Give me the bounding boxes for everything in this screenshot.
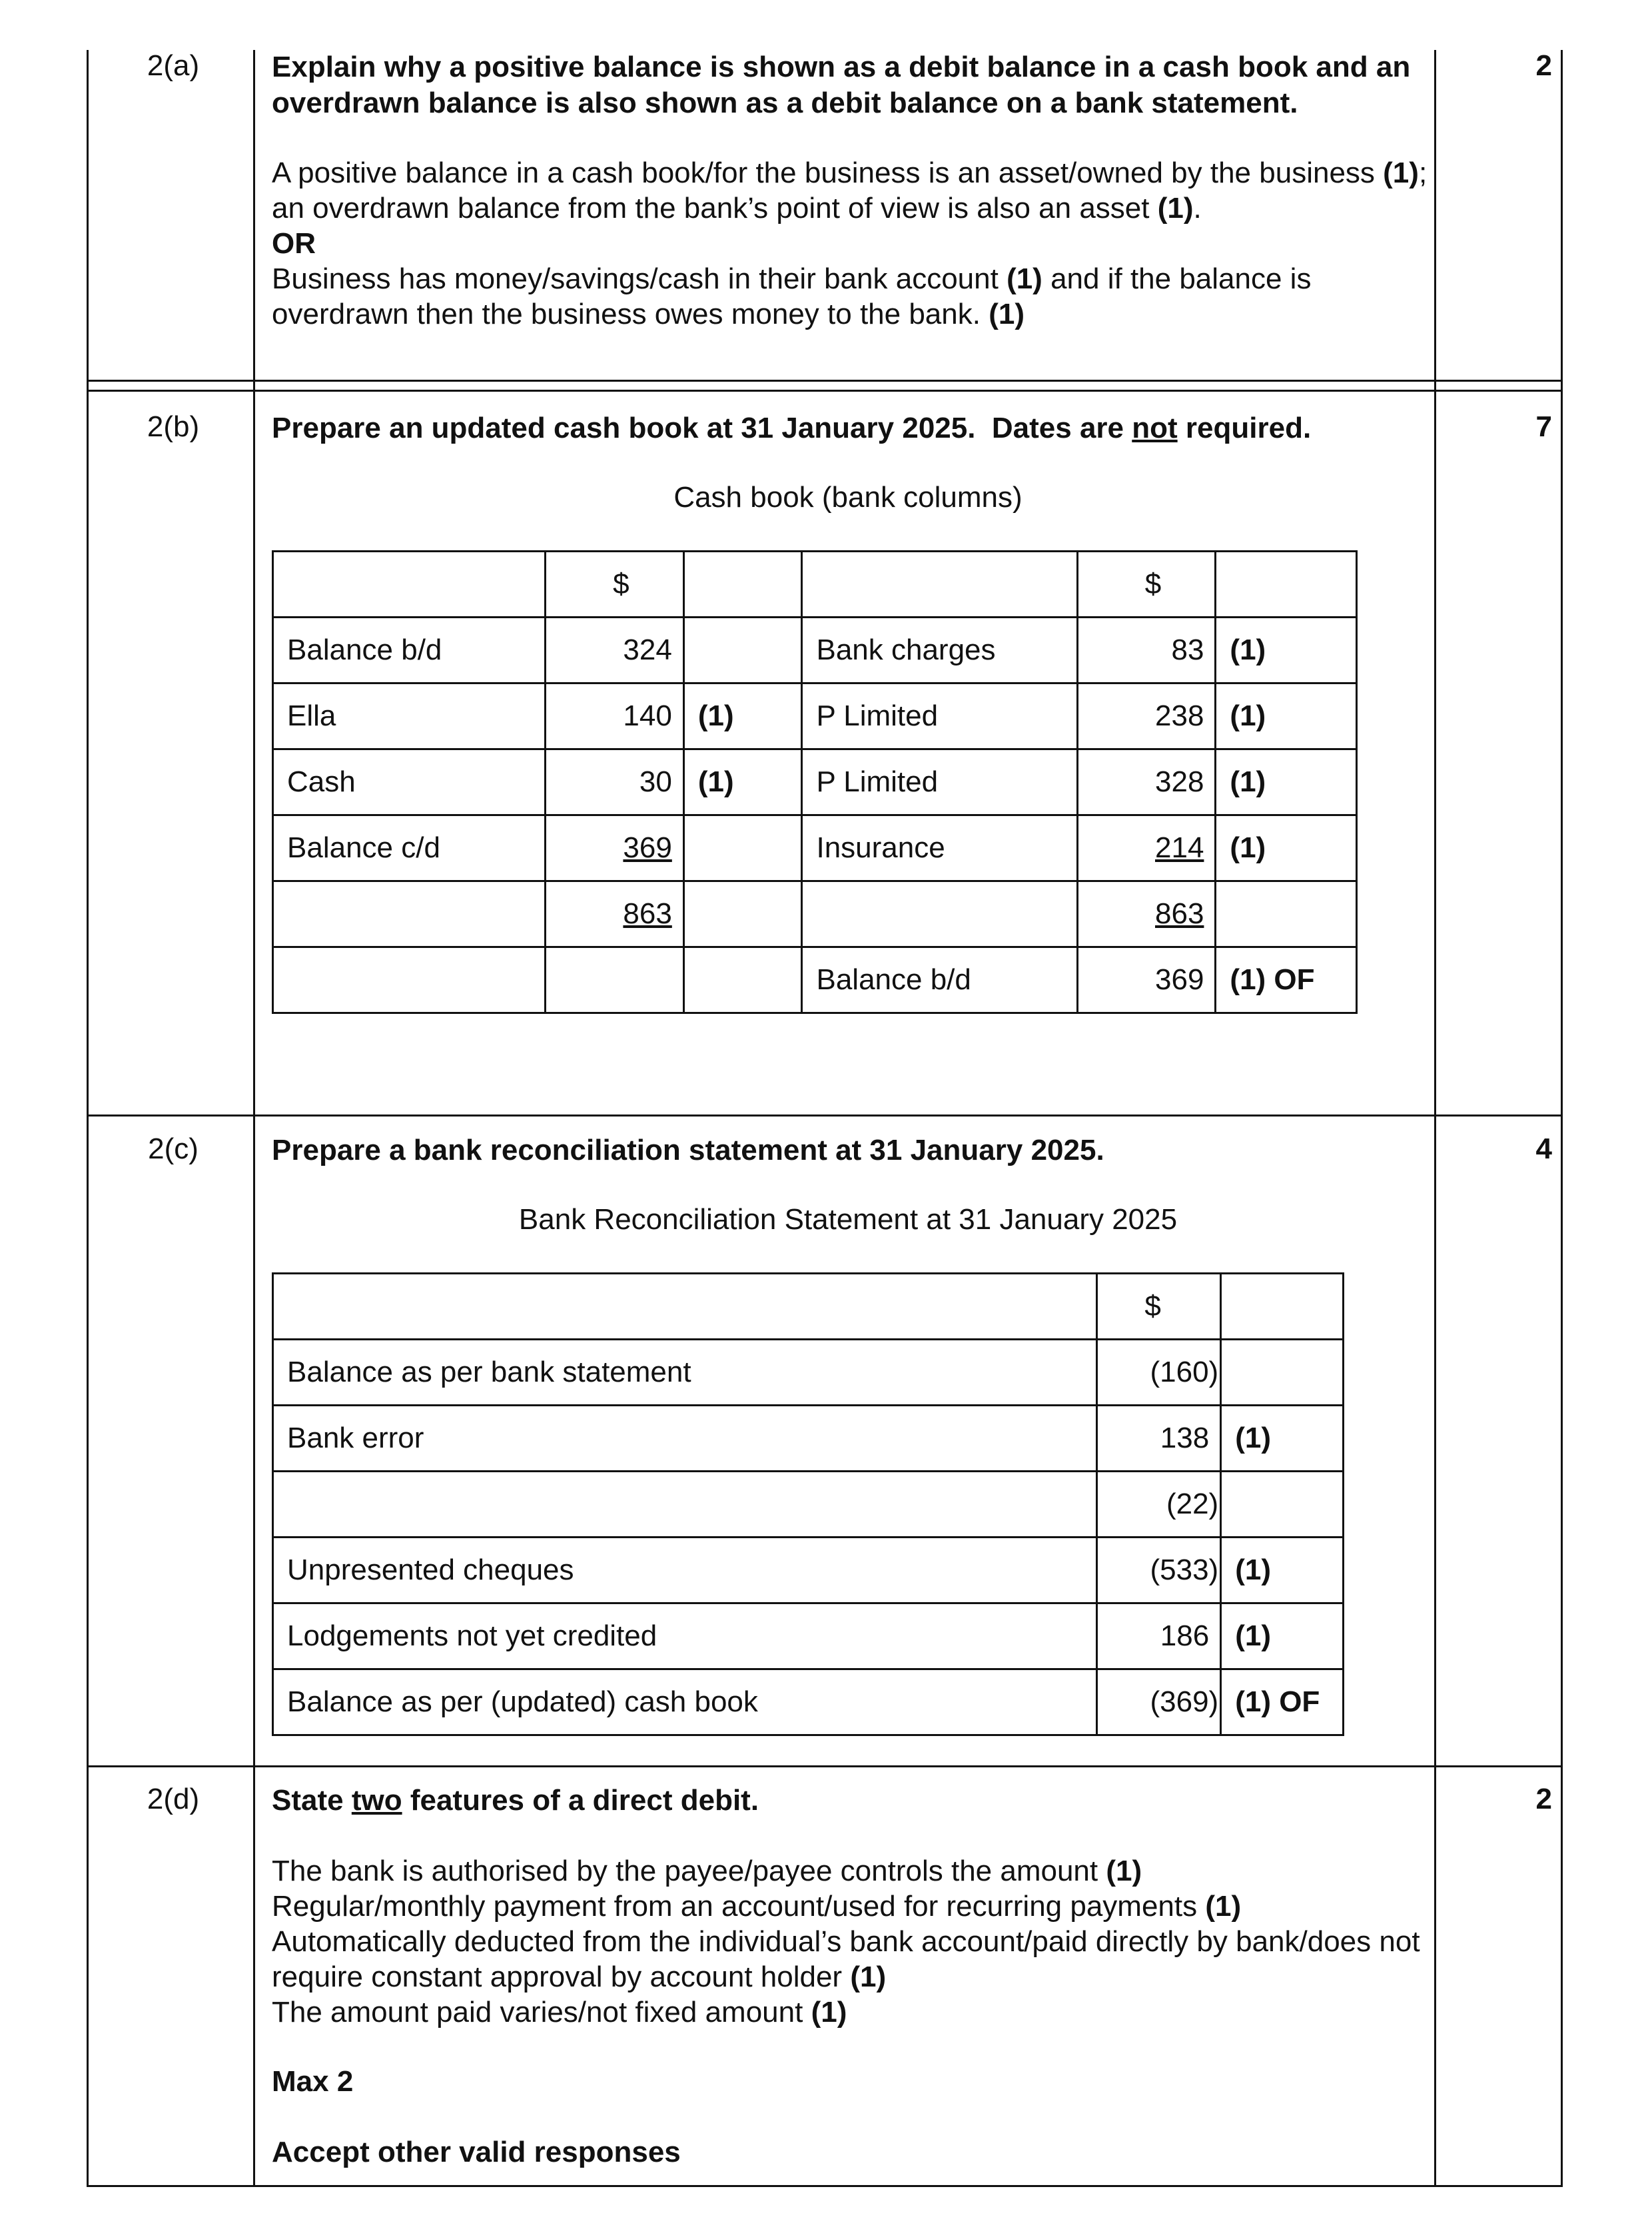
currency-symbol: $ <box>1077 552 1216 618</box>
table-row: Balance b/d 324 Bank charges 83 (1) <box>273 618 1357 683</box>
frame-left-line <box>87 50 89 2187</box>
question-number-2b: 2(b) <box>147 410 200 443</box>
marks-2d: 2 <box>1535 1783 1552 1815</box>
question-2a-prompt: Explain why a positive balance is shown as a debit balance in a cash book and an overdrawn balance is also shown as a debit balance on a bank statement. <box>272 51 1411 119</box>
question-number-2d: 2(d) <box>147 1783 200 1815</box>
max-marks-note: Max 2 <box>272 2065 354 2098</box>
question-2c-prompt: Prepare a bank reconciliation statement at 31 January 2025. <box>272 1134 1104 1166</box>
list-item: The bank is authorised by the payee/payee controls the amount (1) <box>272 1855 1142 1887</box>
table-row: Balance b/d 369 (1) OF <box>273 947 1357 1013</box>
bank-rec-title: Bank Reconciliation Statement at 31 January 2025 <box>518 1203 1178 1236</box>
marks-2a: 2 <box>1535 49 1552 82</box>
answer-2d <box>272 1853 1438 2030</box>
table-row: Bank error 138 (1) <box>273 1406 1344 1472</box>
row-separator-2a-double <box>87 390 1563 392</box>
bank-rec-header-row <box>273 1274 1344 1340</box>
question-2b-prompt: Prepare an updated cash book at 31 January 2025. Dates are not required. <box>272 412 1312 444</box>
question-2d-prompt: State two features of a direct debit. <box>272 1784 759 1817</box>
cash-book-title: Cash book (bank columns) <box>673 481 1023 514</box>
marks-2b: 7 <box>1535 410 1552 443</box>
frame-right-line <box>1561 50 1563 2187</box>
currency-symbol: $ <box>546 552 684 618</box>
row-separator-2b <box>87 1115 1563 1117</box>
answer-2a-or: OR <box>272 227 316 260</box>
currency-symbol: $ <box>1097 1274 1221 1340</box>
cash-book-table <box>272 550 1358 1014</box>
table-row: 863 863 <box>273 881 1357 947</box>
accept-note: Accept other valid responses <box>272 2136 681 2168</box>
answer-2a <box>272 155 1438 332</box>
table-row: Balance c/d 369 Insurance 214 (1) <box>273 815 1357 881</box>
frame-bottom-line <box>87 2185 1563 2187</box>
row-separator-2a <box>87 380 1563 382</box>
frame-divider-line <box>253 50 255 2187</box>
marks-2c: 4 <box>1535 1132 1552 1165</box>
question-number-2c: 2(c) <box>148 1132 199 1165</box>
answer-2a-line1: A positive balance in a cash book/for the business is an asset/owned by the business (1); an overdrawn balance from the bank’s point of view is also an asset (1). <box>272 157 1428 224</box>
table-row: Lodgements not yet credited 186 (1) <box>273 1603 1344 1669</box>
list-item: The amount paid varies/not fixed amount (1) <box>272 1996 847 2028</box>
table-row: Ella 140 (1) P Limited 238 (1) <box>273 683 1357 749</box>
table-row: (22) <box>273 1472 1344 1538</box>
list-item: Regular/monthly payment from an account/used for recurring payments (1) <box>272 1890 1242 1923</box>
table-row: Cash 30 (1) P Limited 328 (1) <box>273 749 1357 815</box>
question-number-2a: 2(a) <box>147 49 200 82</box>
bank-rec-table <box>272 1272 1344 1736</box>
cash-book-header-row <box>273 552 1357 618</box>
question-2a-text <box>272 49 1438 121</box>
table-row: Balance as per bank statement (160) <box>273 1340 1344 1406</box>
row-separator-2c <box>87 1765 1563 1767</box>
answer-2a-line2: Business has money/savings/cash in their bank account (1) and if the balance is overdrawn then the business owes money to the bank. (1) <box>272 262 1312 330</box>
table-row: Balance as per (updated) cash book (369) (1) OF <box>273 1669 1344 1735</box>
list-item: Automatically deducted from the individual’s bank account/paid directly by bank/does not require constant approval by account holder (1) <box>272 1925 1420 1993</box>
table-row: Unpresented cheques (533) (1) <box>273 1538 1344 1603</box>
